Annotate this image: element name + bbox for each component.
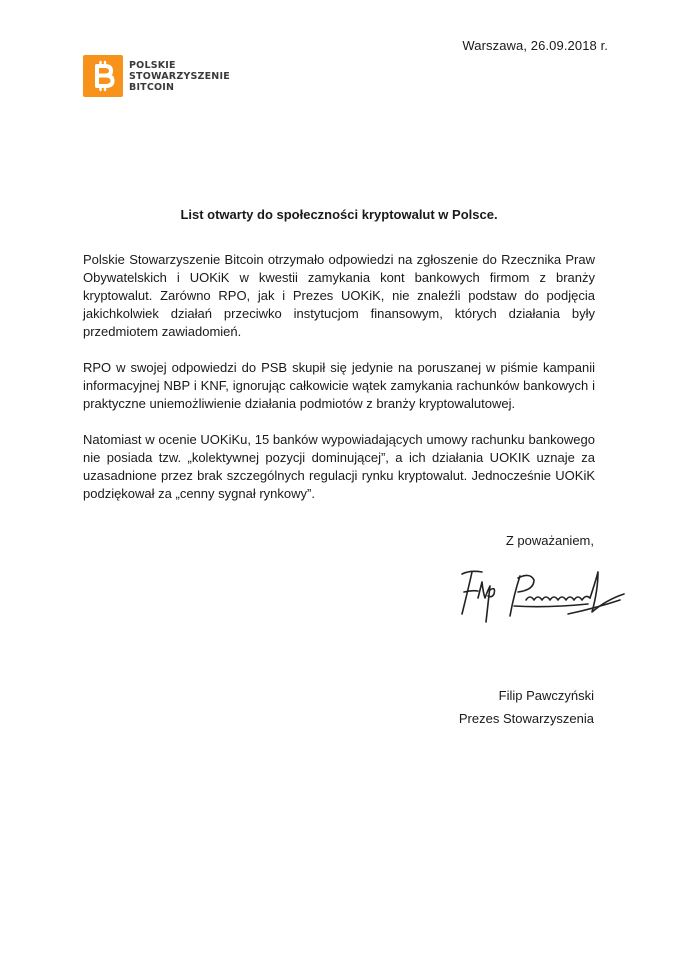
letter-closing: Z poważaniem, [505, 533, 594, 548]
letter-title: List otwarty do społeczności kryptowalut w Polsce. [180, 207, 498, 222]
paragraph-2: RPO w swojej odpowiedzi do PSB skupił się jedynie na poruszanej w piśmie kampanii informacyjnej NBP i KNF, ignorując całkowicie wątek zamykania rachunków bankowych i praktyczne uniemożliwienie działania podmiotów z branży kryptowalutowej. [83, 360, 595, 411]
logo-line-3: BITCOIN [129, 81, 175, 93]
logo-line-1: POLSKIE [129, 59, 176, 71]
letter-body [83, 251, 595, 521]
organization-logo [83, 55, 230, 97]
paragraph-1: Polskie Stowarzyszenie Bitcoin otrzymało odpowiedzi na zgłoszenie do Rzecznika Praw Obywatelskich i UOKiK w kwestii zamykania kont bankowych firmom z branży kryptowalut. Zarówno RPO, jak i Prezes UOKiK, nie znaleźli podstaw do podjęcia jakichkolwiek działań przeciwko instytucjom finansowym, których działania były przedmiotem zawiadomień. [83, 252, 595, 339]
bitcoin-icon [83, 55, 123, 97]
handwritten-signature [448, 560, 628, 635]
letter-date: Warszawa, 26.09.2018 r. [462, 38, 608, 53]
paragraph-3: Natomiast w ocenie UOKiKu, 15 banków wypowiadających umowy rachunku bankowego nie posiada tzw. „kolektywnej pozycji dominującej”, a ich działania UOKIK uznaje za uzasadnione przez brak szczególnych regulacji rynku kryptowalut. Jednocześnie UOKiK podziękował za „cenny sygnał rynkowy”. [83, 432, 595, 501]
organization-name [129, 60, 230, 93]
signer-name: Filip Pawczyński [498, 688, 594, 703]
signer-title: Prezes Stowarzyszenia [458, 711, 594, 726]
logo-line-2: STOWARZYSZENIE [129, 70, 230, 82]
